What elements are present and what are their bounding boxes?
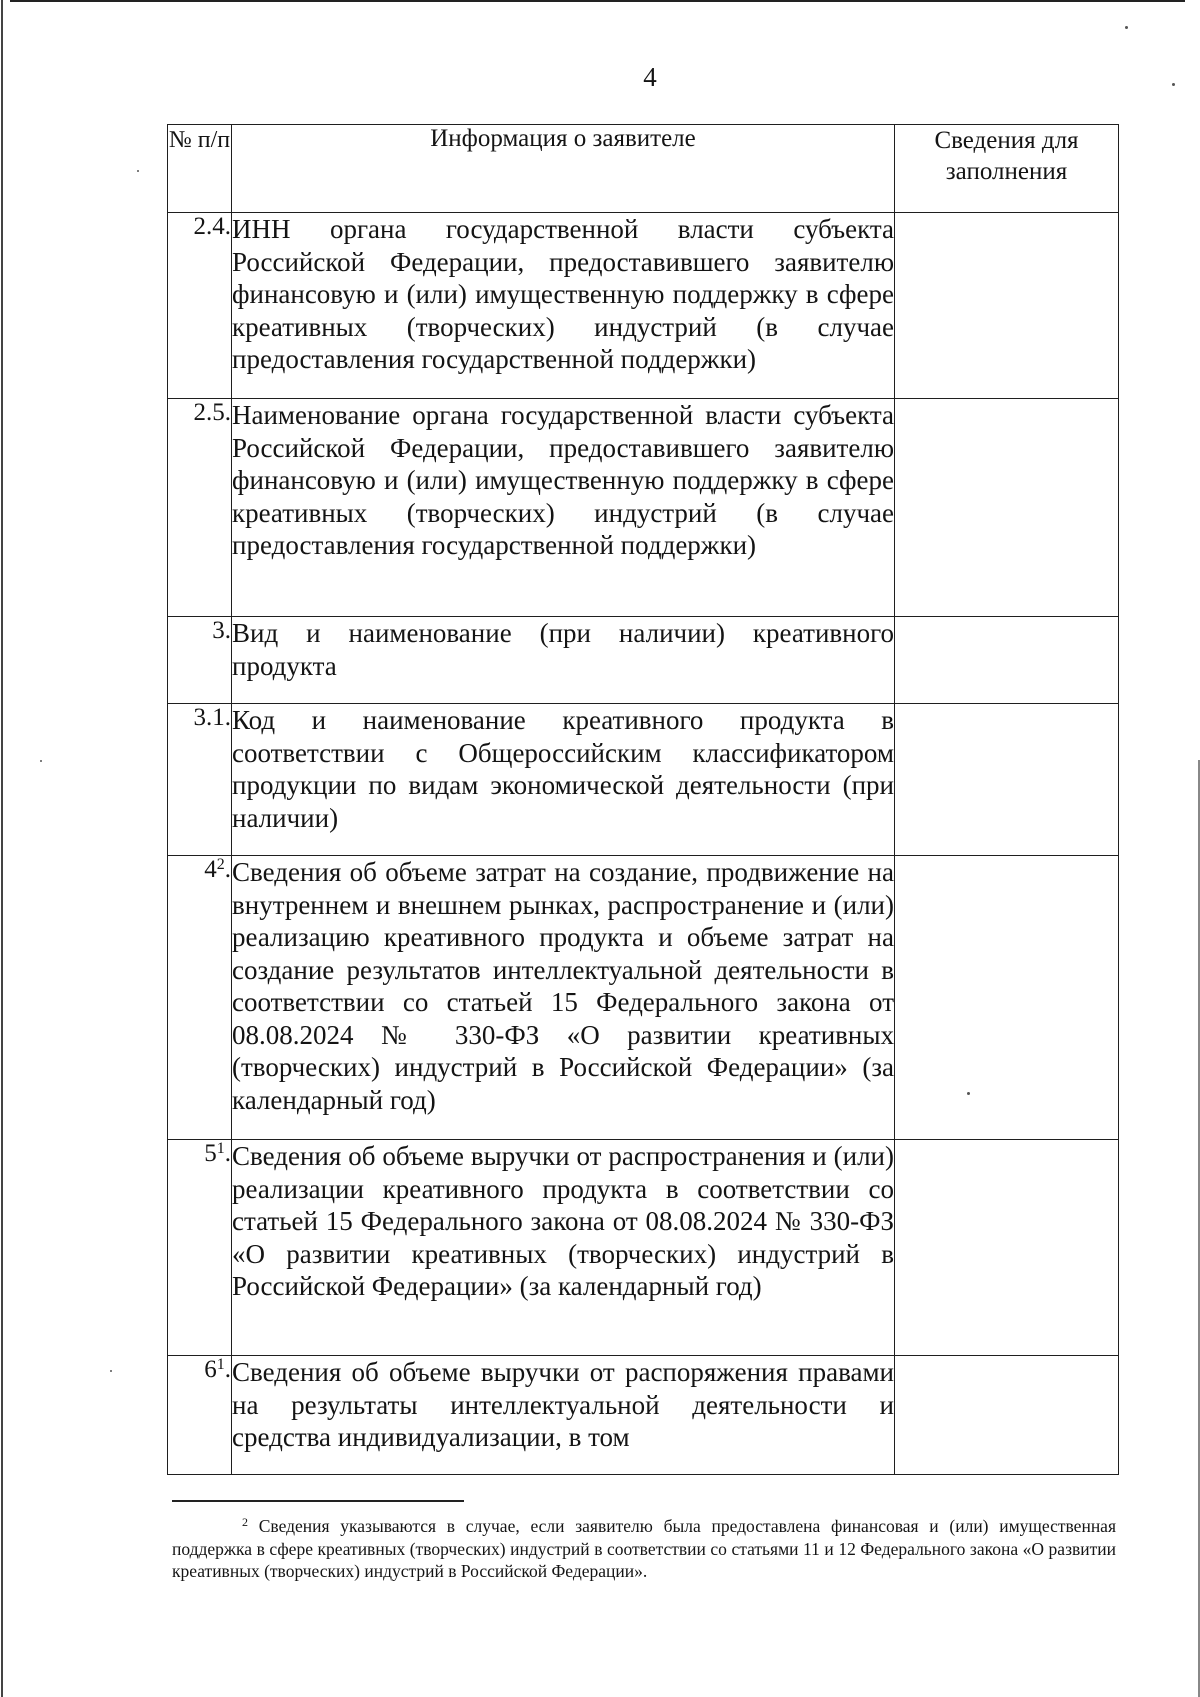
row-description: Сведения об объеме выручки от распоряжения правами на результаты интеллектуальной деятельности и средства индивидуализации, в том — [232, 1356, 895, 1475]
page-number: 4 — [643, 62, 657, 92]
table-row — [168, 1140, 1119, 1356]
scan-speck — [1125, 26, 1128, 29]
scan-top-edge — [10, 0, 1185, 2]
header-number: № п/п — [168, 125, 232, 213]
row-number: 3.1. — [168, 704, 232, 856]
row-value-cell[interactable] — [895, 704, 1119, 856]
table-row — [168, 1356, 1119, 1475]
row-description: Вид и наименование (при наличии) креативного продукта — [232, 617, 895, 704]
row-description: Сведения об объеме затрат на создание, продвижение на внутреннем и внешнем рынках, распространение и (или) реализацию креативного продукта и объеме затрат на создание результатов интеллектуальной деятельности в соответствии со статьей 15 Федерального закона от 08.08.2024 № 330-ФЗ «О развитии креативных (творческих) индустрий в Российской Федерации» (за календарный год) — [232, 856, 895, 1140]
table-row — [168, 856, 1119, 1140]
header-applicant-info: Информация о заявителе — [232, 125, 895, 213]
applicant-info-table — [167, 124, 1119, 1475]
row-value-cell[interactable] — [895, 1356, 1119, 1475]
scan-left-edge — [1, 0, 3, 1697]
footnote-text: Сведения указываются в случае, если заявителю была предоставлена финансовая и (или) имущественная поддержка в сфере креативных (творческих) индустрий в соответствии со статьями 11 и 12 Федерального закона «О развитии креативных (творческих) индустрий в Российской Федерации». — [172, 1516, 1116, 1581]
row-number: 2.5. — [168, 399, 232, 617]
row-number: 2.4. — [168, 213, 232, 399]
table-row — [168, 617, 1119, 704]
scan-speck — [137, 170, 139, 172]
footnote-marker: 2 — [242, 1515, 248, 1529]
row-value-cell[interactable] — [895, 856, 1119, 1140]
row-description: Сведения об объеме выручки от распространения и (или) реализации креативного продукта в соответствии со статьей 15 Федерального закона от 08.08.2024 № 330-ФЗ «О развитии креативных (творческих) индустрий в Российской Федерации» (за календарный год) — [232, 1140, 895, 1356]
row-number: $6^1$. — [168, 1356, 232, 1475]
footnote — [172, 1515, 1116, 1583]
row-value-cell[interactable] — [895, 213, 1119, 399]
row-description: Наименование органа государственной власти субъекта Российской Федерации, предоставившего заявителю финансовую и (или) имущественную поддержку в сфере креативных (творческих) индустрий (в случае предоставления государственной поддержки) — [232, 399, 895, 617]
row-number: 3. — [168, 617, 232, 704]
row-description: Код и наименование креативного продукта в соответствии с Общероссийским классификатором продукции по видам экономической деятельности (при наличии) — [232, 704, 895, 856]
row-value-cell[interactable] — [895, 399, 1119, 617]
row-description: ИНН органа государственной власти субъекта Российской Федерации, предоставившего заявителю финансовую и (или) имущественную поддержку в сфере креативных (творческих) индустрий (в случае предоставления государственной поддержки) — [232, 213, 895, 399]
row-value-cell[interactable] — [895, 1140, 1119, 1356]
row-value-cell[interactable] — [895, 617, 1119, 704]
table-row — [168, 704, 1119, 856]
row-number: $5^1$. — [168, 1140, 232, 1356]
scan-speck — [40, 760, 42, 762]
table-row — [168, 399, 1119, 617]
row-number: $4^2$. — [168, 856, 232, 1140]
header-fill-in: Сведения для заполнения — [895, 125, 1119, 213]
table-header-row — [168, 125, 1119, 213]
scan-speck — [110, 1370, 112, 1372]
footnote-separator — [172, 1500, 464, 1502]
table-row — [168, 213, 1119, 399]
